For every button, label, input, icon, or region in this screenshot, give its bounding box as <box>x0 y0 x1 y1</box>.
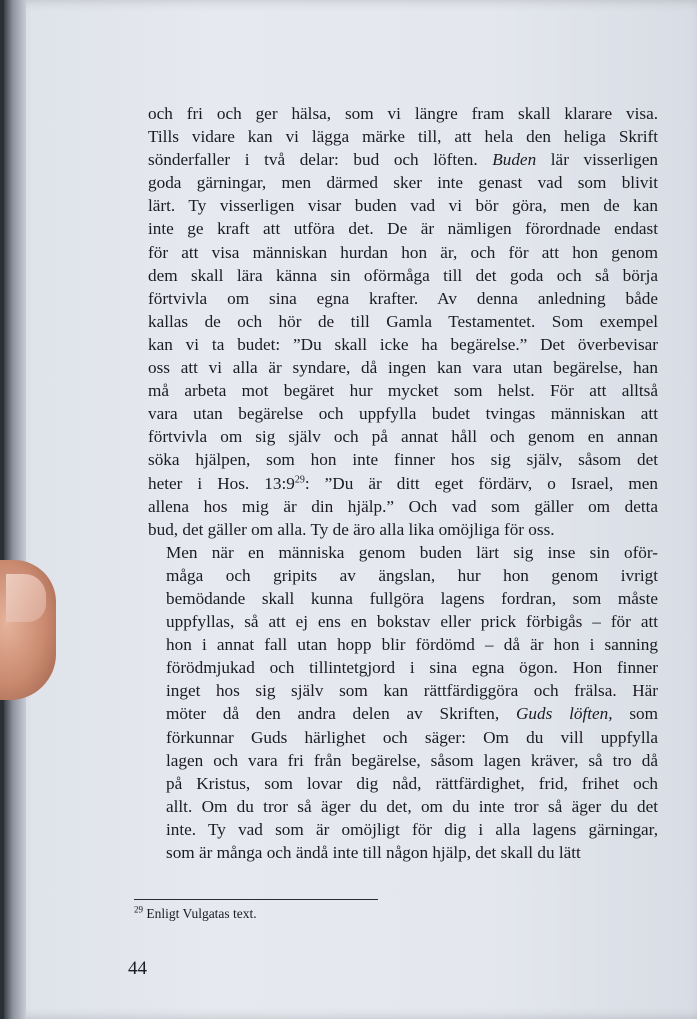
text-line: inte ge kraft att utföra det. De är nämligen förordnade endast <box>148 219 658 239</box>
text-line: må arbeta mot begäret hur mycket som helst. För att alltså <box>148 381 658 401</box>
text-line: oss att vi alla är syndare, då ingen kan vara utan begärelse, han <box>148 358 658 378</box>
page-gutter-edge <box>4 0 26 1019</box>
text-line: inte. Ty vad som är omöjligt för dig i alla lagens gärningar, <box>166 819 658 839</box>
text-line: lagen och vara fri från begärelse, såsom lagen kräver, så tro då <box>166 750 658 770</box>
text-line: och fri och ger hälsa, som vi längre fram skall klarare visa. <box>148 104 658 123</box>
text-line: Men när en människa genom buden lärt sig inse sin oför- <box>166 542 658 562</box>
text-line: bemödande skall kunna fullgöra lagens fordran, som måste <box>166 588 658 608</box>
text-line: lärt. Ty visserligen visar buden vad vi bör göra, men de kan <box>148 196 658 216</box>
text-line: söka hjälpen, som hon inte finner hos sig själv, såsom det <box>148 450 658 470</box>
text-line: dem skall lära känna sin oförmåga till det goda och så börja <box>148 265 658 285</box>
text-line: för att visa människan hurdan hon är, och för att hon genom <box>148 242 658 262</box>
thumbnail-nail-image <box>6 574 46 622</box>
page-number: 44 <box>128 958 147 979</box>
book-page <box>4 0 697 1019</box>
text-line: sönderfaller i två delar: bud och löften. Buden lär visserligen <box>148 150 658 170</box>
text-line: möter då den andra delen av Skriften, Guds löften, som <box>166 704 658 724</box>
text-line: på Kristus, som lovar dig nåd, rättfärdighet, frid, frihet och <box>166 773 658 793</box>
text-line: uppfyllas, så att ej ens en bokstav eller prick förbigås – för att <box>166 612 658 632</box>
paragraph-1 <box>148 102 658 541</box>
footnote <box>134 906 257 922</box>
text-line: inget hos sig själv som kan rättfärdiggöra och frälsa. Här <box>166 681 658 701</box>
text-line: allena hos mig är din hjälp.” Och vad som gäller om detta <box>148 496 658 516</box>
text-line: förkunnar Guds härlighet och säger: Om du vill uppfylla <box>166 727 658 747</box>
text-line: bud, det gäller om alla. Ty de äro alla lika omöjliga för oss. <box>148 519 555 539</box>
paragraph-2 <box>148 541 658 864</box>
text-line: Tills vidare kan vi lägga märke till, att hela den heliga Skrift <box>148 127 658 147</box>
text-line: förtvivla om sina egna krafter. Av denna anledning både <box>148 288 658 308</box>
text-line: allt. Om du tror så äger du det, om du inte tror så äger du det <box>166 796 658 816</box>
text-line: förödmjukad och tillintetgjord i sina egna ögon. Hon finner <box>166 658 658 678</box>
text-line: som är många och ändå inte till någon hjälp, det skall du lätt <box>166 843 581 862</box>
text-line: hon i annat fall utan hopp blir fördömd – då är hon i sanning <box>166 635 658 655</box>
text-line: kan vi ta budet: ”Du skall icke ha begärelse.” Det överbevisar <box>148 334 658 354</box>
footnote-text: Enligt Vulgatas text. <box>146 906 257 921</box>
text-line: vara utan begärelse och uppfylla budet tvingas människan att <box>148 404 658 424</box>
text-line: goda gärningar, men därmed sker inte genast vad som blivit <box>148 173 658 193</box>
text-line: förtvivla om sig själv och på annat håll och genom en annan <box>148 427 658 447</box>
footnote-divider <box>134 899 378 900</box>
text-line: kallas de och hör de till Gamla Testamentet. Som exempel <box>148 311 658 331</box>
text-line: heter i Hos. $13:9^{29}$: ”Du är ditt eget fördärv, o Israel, men <box>148 473 658 493</box>
footnote-marker: 29 <box>134 904 143 915</box>
body-text <box>148 102 658 864</box>
text-line: måga och gripits av ängslan, hur hon genom ivrigt <box>166 565 658 585</box>
